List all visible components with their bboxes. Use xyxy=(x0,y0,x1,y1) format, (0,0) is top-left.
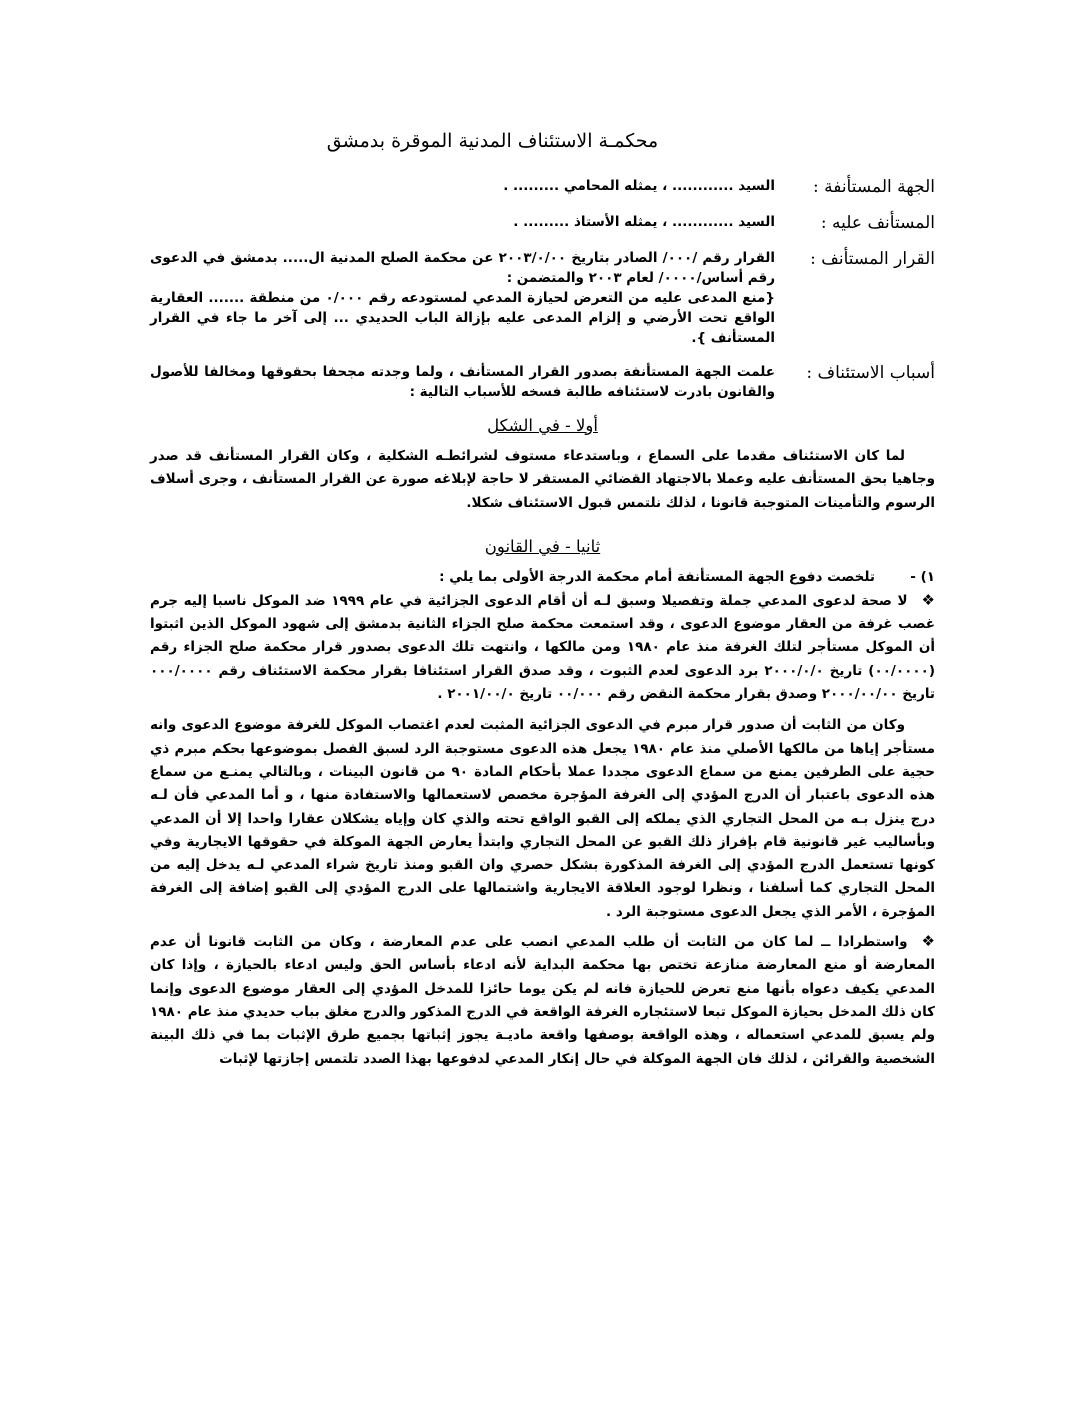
law-bullet-paragraph xyxy=(150,930,935,1071)
respondent-value: السيد ............ ، يمثله الأستاذ ......... . xyxy=(513,214,775,230)
diamond-bullet-icon: ❖ xyxy=(921,590,935,609)
appellant-label: الجهة المستأنفة : xyxy=(812,177,935,197)
reasons-value: علمت الجهة المستأنفة بصدور القرار المستأنف ، ولما وجدته مجحفا بحقوقها ومخالفا للأصول والقانون بادرت لاستئنافه طالبة فسخه للأسباب التالية : xyxy=(150,364,775,400)
appellant-row xyxy=(150,176,935,198)
section-heading-form xyxy=(150,416,935,435)
respondent-row xyxy=(150,212,935,234)
section-heading-law-text: ثانيا - في القانون xyxy=(484,536,601,556)
decision-value xyxy=(150,248,775,348)
decision-row xyxy=(150,248,935,348)
bullet-text: لا صحة لدعوى المدعي جملة وتفصيلا وسبق لـه أن أقام الدعوى الجزائية في عام ١٩٩٩ ضد الموكل ناسبا إليه جرم غصب غرفة من العقار موضوع الدعوى ، وقد استمعت محكمة صلح الجزاء الثانية بدمشق إلى شهود الموكل الذين اثبتوا أن الموكل مستأجر لتلك الغرفة منذ عام ١٩٨٠ ومن مالكها ، وانتهت تلك الدعوى بصدور قرار محكمة صلح الجزاء رقم (٠٠/٠٠٠٠) تاريخ ٢٠٠٠/٠/٠ برد الدعوى لعدم الثبوت ، وقد صدق القرار استئنافا بقرار محكمة الاستئناف رقم ٠٠٠/٠٠٠٠ تاريخ ٢٠٠٠/٠٠/٠٠ وصدق بقرار محكمة النقض رقم ٠٠/٠٠٠ تاريخ ٢٠٠١/٠٠/٠ . xyxy=(150,592,935,703)
court-title: محكمـة الاستئناف المدنية الموقرة بدمشق xyxy=(326,130,659,152)
diamond-bullet-icon: ❖ xyxy=(921,932,935,951)
point-intro: تلخصت دفوع الجهة المستأنفة أمام محكمة الدرجة الأولى بما يلي : xyxy=(439,568,875,585)
law-bullet-paragraph xyxy=(150,589,935,706)
decision-line: القرار رقم /٠٠٠/ الصادر بتاريخ ٢٠٠٣/٠/٠٠ عن محكمة الصلح المدنية ال..... بدمشق في الدعوى رقم أساس/٠٠٠٠/ لعام ٢٠٠٣ والمتضمن : xyxy=(150,250,775,286)
document-page xyxy=(150,120,935,1079)
section-heading-law xyxy=(150,537,935,556)
respondent-label: المستأنف عليه : xyxy=(820,213,935,233)
section-heading-form-text: أولا - في الشكل xyxy=(487,416,598,435)
decision-line: {منع المدعى عليه من التعرض لحيازة المدعي لمستودعه رقم ٠/٠٠٠ من منطقة ....... العقارية الواقع تحت الأرضي و إلزام المدعى عليه بإزالة الباب الحديدي ... إلى آخر ما جاء في القرار المستأنف }. xyxy=(150,290,775,346)
appellant-value: السيد ............ ، يمثله المحامي ......... . xyxy=(503,178,775,194)
decision-label: القرار المستأنف : xyxy=(810,249,935,269)
point-one xyxy=(150,566,935,589)
point-number: ١) - xyxy=(910,568,935,585)
reasons-label: أسباب الاستئناف : xyxy=(806,363,935,383)
form-paragraph: لما كان الاستئناف مقدما على السماع ، وباستدعاء مستوف لشرائطـه الشكلية ، وكان القرار المستأنف قد صدر وجاهيا بحق المستأنف عليه وعملا بالاجتهاد القضائي المستقر لا حاجة لإبلاغه صورة عن القرار المستأنف ، وجرى أسلاف الرسوم والتأمينات المتوجبة قانونا ، لذلك نلتمس قبول الاستئناف شكلا. xyxy=(150,448,935,511)
bullet-text: واستطرادا ــ لما كان من الثابت أن طلب المدعي انصب على عدم المعارضة ، وكان من الثابت قانونا أن عدم المعارضة أو منع المعارضة منازعة تختص بها محكمة البداية لأنه ادعاء بأساس الحق وليس ادعاء بالحيازة ، وإذا كان المدعي يكيف دعواه بأنها منع تعرض للحيازة فانه لم يكن يوما حائزا للمدخل المؤدي إلى العقار موضوع الدعوى وإنما كان ذلك المدخل بحيازة الموكل تبعا لاستئجاره الغرفة الواقعة في الدرج المذكور والدرج مغلق بباب حديدي منذ عام ١٩٨٠ ولم يسبق للمدعي استعماله ، وهذه الواقعة بوصفها واقعة ماديـة يجوز إثباتها بجميع طرق الإثبات بما في ذلك البينة الشخصية والقرائن ، لذلك فان الجهة الموكلة في حال إنكار المدعي لدفوعها بهذا الصدد تلتمس إجازتها لإثبات xyxy=(150,934,935,1067)
law-paragraph: وكان من الثابت أن صدور قرار مبرم في الدعوى الجزائية المثبت لعدم اغتصاب الموكل للغرفة موضوع الدعوى وانه مستأجر إياها من مالكها الأصلي منذ عام ١٩٨٠ يجعل هذه الدعوى مستوجبة الرد لسبق الفصل بموضوعها بحكم مبرم ذي حجية على الطرفين يمنع من سماع الدعوى مجددا عملا بأحكام المادة ٩٠ من قانون البينات ، وبالتالي يمنـع من سماع هذه الدعوى باعتبار أن الدرج المؤدي إلى الغرفة المؤجرة مخصص لاستعمالها والاستفادة منها ، و أما المدعي فأن لـه درج ينزل بـه من المحل التجاري الذي يملكه إلى القبو الواقع تحته والذي كان وإياه يشكلان عقارا واحدا إلا أن المدعي وبأساليب غير قانونية قام بإفراز ذلك القبو عن المحل التجاري وابتدأ يعارض الجهة الموكلة في حقوقها الايجارية وفي كونها تستعمل الدرج المؤدي إلى الغرفة المذكورة بشكل حصري وان القبو ومنذ تاريخ شراء المدعي لـه يدخل إليه من المحل التجاري كما أسلفنا ، ونظرا لوجود العلاقة الايجارية واشتمالها على الدرج المؤدي إلى القبو إضافة إلى الغرفة المؤجرة ، الأمر الذي يجعل الدعوى مستوجبة الرد . xyxy=(150,717,936,920)
reasons-row xyxy=(150,362,935,402)
